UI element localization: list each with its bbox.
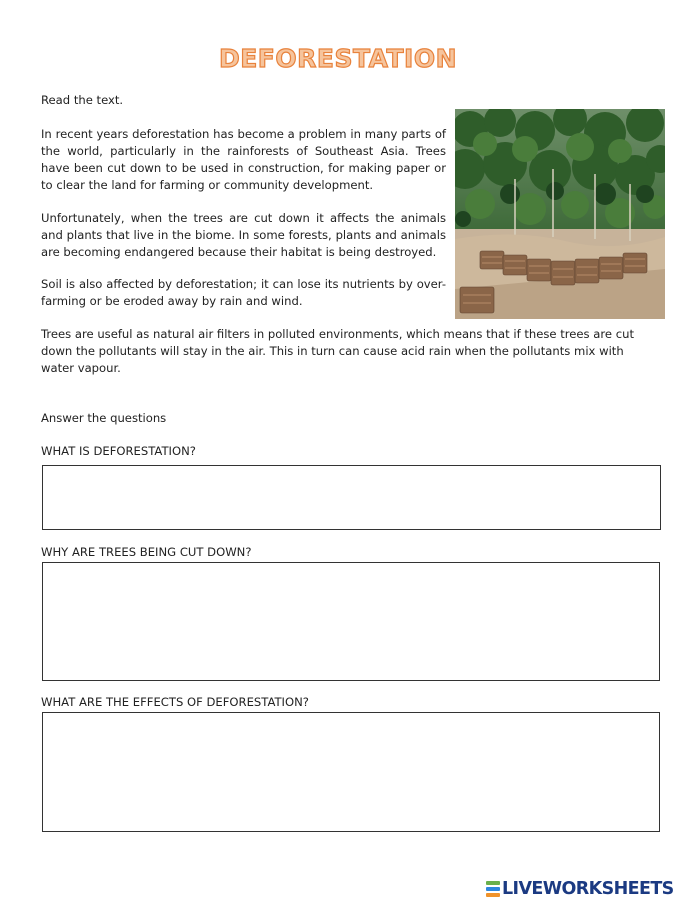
paragraph-4: Trees are useful as natural air filters in polluted environments, which means that if these trees are cut down the pollutants will stay in the air. This in turn can cause acid rain when the pollutants mix with water vapour.	[41, 327, 634, 375]
answer-box-3[interactable]	[42, 712, 660, 832]
deforestation-photo-icon	[455, 109, 665, 319]
answer-box-2[interactable]	[42, 562, 660, 681]
instructions-text: Read the text.	[41, 93, 124, 107]
question-1-label: WHAT IS DEFORESTATION?	[41, 444, 196, 458]
paragraph-3: Soil is also affected by deforestation; it can lose its nutrients by over-farming or be eroded away by rain and wind.	[41, 277, 446, 308]
question-2-label: WHY ARE TREES BEING CUT DOWN?	[41, 545, 252, 559]
question-3-label: WHAT ARE THE EFFECTS OF DEFORESTATION?	[41, 695, 309, 709]
deforestation-photo	[455, 109, 665, 319]
paragraph-1: In recent years deforestation has become a problem in many parts of the world, particularly in the rainforests of Southeast Asia. Trees have been cut down to be used in construction, for making paper or to clear the land for farming or community development.	[41, 127, 446, 192]
liveworksheets-logo-icon	[486, 881, 500, 897]
liveworksheets-logo-text: LIVEWORKSHEETS	[502, 879, 674, 899]
paragraph-2: Unfortunately, when the trees are cut down it affects the animals and plants that live in the biome. In some forests, plants and animals are becoming endangered because their habitat is being destroyed.	[41, 211, 446, 259]
page-title: DEFORESTATION	[218, 44, 458, 73]
liveworksheets-logo[interactable]	[486, 878, 674, 900]
answer-box-1[interactable]	[42, 465, 661, 530]
answer-prompt: Answer the questions	[41, 411, 167, 425]
